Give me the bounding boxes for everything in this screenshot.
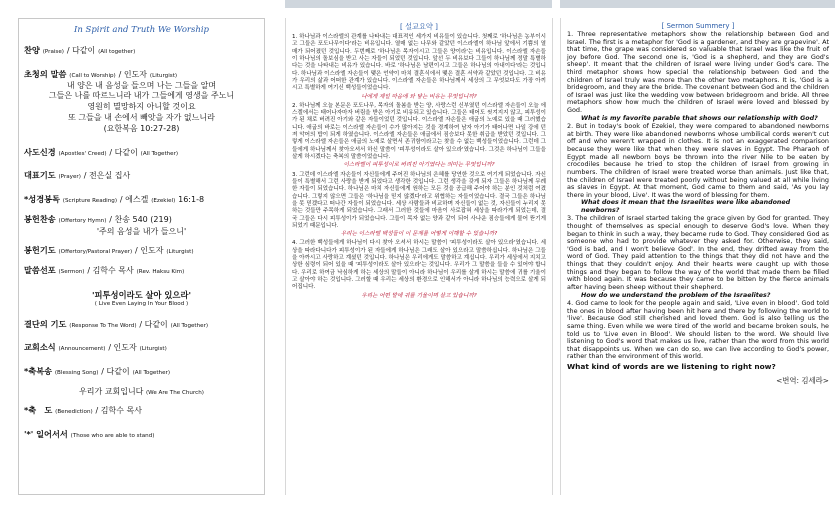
blessing-song-title: 우리가 교회입니다 (We Are The Church) [79,386,204,396]
order-offertory-hymn: 봉헌찬송 (Offertory Hymn) / 찬송 540 (219) [24,213,172,224]
english-paragraph-1: 1. Three representative metaphors show the relationship between God and Israel. The first is a metaphor for 'God is a gardener, and they are grapevine'. At that time, the grape was considered so valuable that Israel was like the fruit of joy before God. The second one is, 'God is a shepherd, and they are God's sheep'. It meant that the children of Israel were living under God's care. The third metaphor shows how special the relationship between God and the children of Israel truly was more than the other two metaphors. It is, 'God is a bridegroom, and they are the bride. The covenant between God and the children of Israel was just like the wedding vow between bridegroom and bride. All three metaphors show how much the children of Israel were loved and blessed by God. [567,30,829,115]
korean-paragraph-3: 3. 그런데 이스라엘 자손들이 자신들에게 주어진 하나님의 은혜를 당연한 것으로 여기게 되었습니다. 자신들이 특별해서 그런 사랑을 받게 되었다고 생각한 것입니다. 그런 생각을 갖게 되자 그들은 하나님께 무례한 자들이 되었습니다. 하나님은 마치 자신들에게 원하는 모든 것을 공급해 주어야 하는 분인 것처럼 여겼습니다. 그렇지 않으면 그들은 '하나님을 믿지 않겠다'라고 위협하는 자들이었습니다. 결국 그들은 하나님을 못 믿겠다고 떠나간 자들이 되었습니다. 세상 사람들과 비교하며 자신들이 없는 것, 자신들이 누리지 못하는 것들만 주목하게 되었습니다. 그래서 그러한 것들에 마음이 사로잡혀 세상을 따라가게 되었는데, 결국 그들은 다시 피투성이가 되었습니다. 그들이 목자 없는 양과 같이 되어 사나운 짐승들에게 물어 뜯기게 되었기 때문입니다. [292,171,546,229]
english-paragraph-2: 2. But in today's book of Ezekiel, they were compared to abandoned newborns at birth. They were like abandoned newborns whose umbilical cords weren't cut off and who weren't wrapped in clothes. It is not an exaggerated comparison because they were like that when they were slaves in Egypt. The Pharaoh of Egypt made all newborn boys be thrown into the river Nile to be eaten by crocodiles because he tried to stop the children of Israel from growing in numbers. The children of Israel were treated worse than animals. Just like that, the children of Israel were treated poorly without being valued at all while living as slaves in Egypt. At that moment, God came to them and said, 'As you lay there in your blood, Live'. It was the word of blessing for them. [567,122,829,199]
bulletin-title: In Spirit and Truth We Worship [73,25,209,35]
order-of-worship-panel [18,18,265,495]
korean-summary-title: [ 설교요약 ] [400,22,438,31]
korean-paragraph-4: 4. 그러한 백성들에게 하나님이 다시 찾아 오셔서 하시는 말씀이 '피투성이라도 살아 있으라'였습니다. 세상을 따라다니다가 피투성이가 된 자들에게 하나님은 그래도 살아 있으라고 말씀하십니다. 하나님은 그들을 아까시고 사랑하고 계셨던 것입니다. 하나님은 우리에게도 말씀하고 계십니다. 우리가 세상에서 지치고 상한 심령이 되어 있을 때 '피투성이라도 살아 있으라'는 것입니다. 우리가 그 말씀을 들을 수 있어야 합니다. 우리로 하여금 낙심하게 하는 세상의 말들이 아니라 하나님이 우리를 살게 하시는 말씀에 귀를 기울이고 살아야 하는 것입니다. 그러할 때 우리는 세상의 환경으로 인해서가 아니라 하나님의 능력으로 살게 되어집니다. [292,240,546,291]
order-benediction: *축 도 (Benediction) / 김학수 목사 [24,404,142,415]
order-offertory-prayer: 봉헌기도 (Offertory/Pastoral Prayer) / 인도자 (Liturgist) [24,244,194,255]
english-question-1: What is my favorite parable that shows our relationship with God? [581,114,818,122]
order-prayer: 대표기도 (Prayer) / 전은실 집사 [24,170,131,181]
english-question-3: How do we understand the problem of the Israelites? [581,291,771,299]
korean-question-1: 나에게 제일 마음에 와 닿는 비유는 무엇입니까? [361,93,477,100]
column3-top-bar [560,0,835,8]
stand-note: '*' 일어서서 (Those who are able to stand) [24,428,155,439]
column2-top-bar [285,0,552,8]
sermon-title-english: ( Live Even Laying In Your Blood ) [94,300,189,307]
english-question-2: What does it mean that the Israelites were like abandoned newborns? [581,199,791,214]
korean-summary-panel [285,18,553,495]
call-to-worship-text: 내 양은 내 음성을 들으며 나는 그들을 알며 그들은 나를 따르느니라 내가 그들에게 영생을 주노니 영원히 멸망하지 아니할 것이요 또 그들을 내 손에서 빼앗을 자가 없느니라 (요한복음 10:27-28) [48,80,235,133]
english-summary-title: [ Sermon Summery ] [661,22,735,30]
korean-question-2: 이스라엘이 피투성이로 버려진 아기였다는 의미는 무엇입니까? [343,162,495,169]
order-praise: 찬양 (Praise) / 다같이 (All together) [24,45,136,55]
english-paragraph-3: 3. The children of Israel started taking the grace given by God for granted. They thought of themselves as special enough to deserve God's love. When they began to think in such a way, they became rude to God. They considered God as someone who had to provide whatever they asked for. Otherwise, they said, 'God is bad, and I won't believe God'. In the end, they drifted away from the word of God. They paid attention to the things that they did not have and the things that they couldn't enjoy. And their hearts were caught up with those things and they began to follow the way of the world that made them be filled with blood again. It was because they came to be bitten by the fierce animals after having been sheep without their shepherd. [567,214,829,291]
english-paragraph-4: 4. God came to look for the people again and said, 'Live even in blood'. God told the ones in blood after having been hit here and there by following the world to 'live'. Because God still cherished and loved them. God is also telling us the same thing. Even while we were tired of the world and became broken souls, he told us to 'Live even in Blood'. We should listen to the word. We should live listening to God's word that makes us live, rather than the word from this world that disappoints us. When we can do so, we can live according to God's power, rather than the environment of this world. [567,299,829,361]
korean-paragraph-1: 1. 하나님과 이스라엘의 관계를 나타내는 대표적인 세가지 비유들이 있습니다. 첫째로 '하나님은 농부이시고 그들은 포도나무이다'라는 비유입니다. 열매 없는 나무와 같았던 이스라엘이 하나님 앞에서 기쁨의 열매가 되어졌던 것입니다. 두번째로 '하나님은 목자이시고 그들은 양이라'는 비유입니다. 이스라엘 자손들이 하나님의 돌보심을 받고 사는 자들이 되었던 것입니다. 앞선 두 비유보다 그들이 하나님께 정말 특별하다는 것을 나타내는 비유가 있습니다. 바로 '하나님은 남편이시고 그들은 하나님의 아내이다'라는 것입니다. 하나님과 이스라엘 자손들이 맺은 언약이 마치 결혼식에서 맺은 결혼 서약과 같았던 것입니다. 그 비유가 우리의 삶과 어떠한 관계가 있습니다. 이스라엘 자손들은 하나님께서 세상의 그 무엇보다도 가장 아끼시고 특별하게 여기신 백성들이었습니다. [292,34,546,92]
order-list [19,45,264,440]
hymn-title: '주의 음성을 내가 들으니' [96,226,187,236]
english-summary-panel [560,18,835,495]
order-blessing-song: *축복송 (Blessing Song) / 다같이 (All Together) [24,366,170,377]
korean-question-4: 우리는 어떤 말에 귀를 기울이며 살고 있습니까? [361,292,477,299]
korean-question-3: 우리는 이스라엘 백성들이 이 문제를 어떻게 이해할 수 있습니까? [340,231,498,238]
sermon-title: '피투성이라도 살아 있으라' [91,289,192,300]
order-announcement: 교회소식 (Announcement) / 인도자 (Liturgist) [24,342,167,353]
order-sermon: 말씀선포 (Sermon) / 김학수 목사 (Rev. Haksu Kim) [24,264,185,275]
translator-credit: <번역: 김세라> [776,376,829,386]
korean-paragraph-2: 2. 하나님께 오늘 본문은 포도나무, 목자의 돌봄을 받는 양, 사랑스런 신부였던 이스라엘 자손들이 오늘 에스겔에서는 태어나자마자 버림을 받은 아기로 비유되고 있습니다. 그들은 태어도 씻겨지지 않고, 피투성이가 된 채로 버려진 아기와 같은 자들이었던 것입니다. 이스라엘 자손들은 애굽의 노예로 있을 때 그러했습니다. 애굽의 바로는 이스라엘 자손들이 수가 많아지는 것을 경계하여 남자 아기가 태어나면 나일 강에 던져 악어의 밥이 되게 하였습니다. 이스라엘 자손들은 애굽에서 짐승보다 못한 취급을 받았던 것입니다. 그렇게 이스라엘 자손들은 애굽의 노예로 살면서 존귀함이라고는 찾을 수 없는 백성들이었습니다. 그런데 그들에게 하나님께서 찾아오셔서 하신 말씀이 '피투성이라도 살아 있으라'였습니다. 그것은 하나님이 그들을 살게 하시겠다는 축복의 말씀이었습니다. [292,102,546,160]
order-call-to-worship: 초청의 말씀 (Call to Worship) / 인도자 (Liturgist) [24,68,178,79]
order-apostles-creed: 사도신경 (Apostles' Creed) / 다같이 (All Together) [24,146,179,157]
order-scripture-reading: *성경봉독 (Scripture Reading) / 에스겔 (Ezekiel) 16:1-8 [24,194,205,205]
order-response: 결단의 기도 (Response To The Word) / 다같이 (All Together) [24,318,209,329]
english-question-4: What kind of words are we listening to right now? [567,361,776,371]
